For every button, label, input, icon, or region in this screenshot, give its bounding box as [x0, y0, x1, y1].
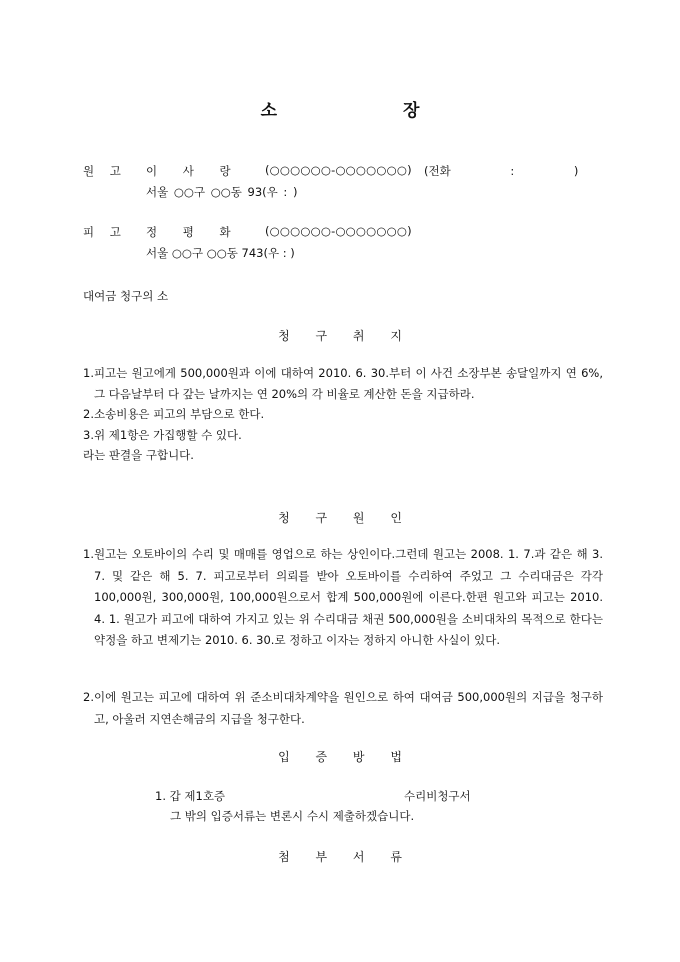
claim-cause-list-2	[83, 687, 603, 730]
claim-cause-heading: 청 구 원 인	[278, 511, 413, 525]
plaintiff-name: 이 사 랑	[146, 164, 231, 178]
list-item: 2. 이에 원고는 피고에 대하여 위 준소비대차계약을 원인으로 하여 대여금 500,000원의 지급을 청구하고, 아울러 지연손해금의 지급을 청구한다.	[83, 690, 603, 726]
claim-purpose-heading: 청 구 취 지	[278, 329, 413, 343]
list-item: 1. 피고는 원고에게 500,000원과 이에 대하여 2010. 6. 30.부터 이 사건 소장부본 송달일까지 연 6%, 그 다음날부터 다 갚는 날까지는 연 20%의 각 비율로 계산한 돈을 지급하라.	[83, 366, 603, 401]
list-item: 3. 위 제1항은 가집행할 수 있다.	[83, 427, 242, 442]
list-item: 2. 소송비용은 피고의 부담으로 한다.	[83, 407, 265, 421]
defendant-name: 정 평 화	[146, 225, 231, 239]
plaintiff-label: 원 고	[83, 164, 127, 178]
evidence-heading: 입 증 방 법	[278, 750, 413, 764]
plaintiff-address: 서울 ○○구 ○○동 93(우 : )	[146, 185, 298, 199]
claim-cause-list	[83, 544, 603, 652]
claim-purpose-closing: 라는 판결을 구합니다.	[83, 448, 194, 462]
defendant-label: 피 고	[83, 225, 127, 239]
claim-purpose-list	[83, 363, 603, 466]
plaintiff-phone: (전화 : )	[424, 164, 579, 178]
list-item: 1. 원고는 오토바이의 수리 및 매매를 영업으로 하는 상인이다.그런데 원고는 2008. 1. 7.과 같은 해 3. 7. 및 같은 해 5. 7. 피고로부터 의뢰를 받아 오토바이를 수리하여 주었고 그 수리대금은 각각 100,000원, 300,000원, 100,000원으로서 합계 500,000원에 이른다.한편 원고와 피고는 2010. 4. 1. 원고가 피고에 대하여 가지고 있는 위 수리대금 채권 500,000원을 소비대차의 목적으로 한다는 약정을 하고 변제기는 2010. 6. 30.로 정하고 이자는 정하지 아니한 사실이 있다.	[83, 547, 603, 647]
defendant-id: (○○○○○○-○○○○○○○)	[265, 224, 412, 238]
case-name: 대여금 청구의 소	[83, 289, 169, 303]
document-title: 소 장	[260, 101, 480, 121]
attachments-heading: 첨 부 서 류	[278, 850, 413, 864]
evidence-note: 그 밖의 입증서류는 변론시 수시 제출하겠습니다.	[170, 809, 415, 823]
defendant-address: 서울 ○○구 ○○동 743(우 : )	[146, 246, 295, 260]
evidence-item-value: 수리비청구서	[404, 789, 471, 803]
evidence-item-label: 1. 갑 제1호증	[155, 789, 226, 803]
plaintiff-id: (○○○○○○-○○○○○○○)	[265, 163, 412, 177]
